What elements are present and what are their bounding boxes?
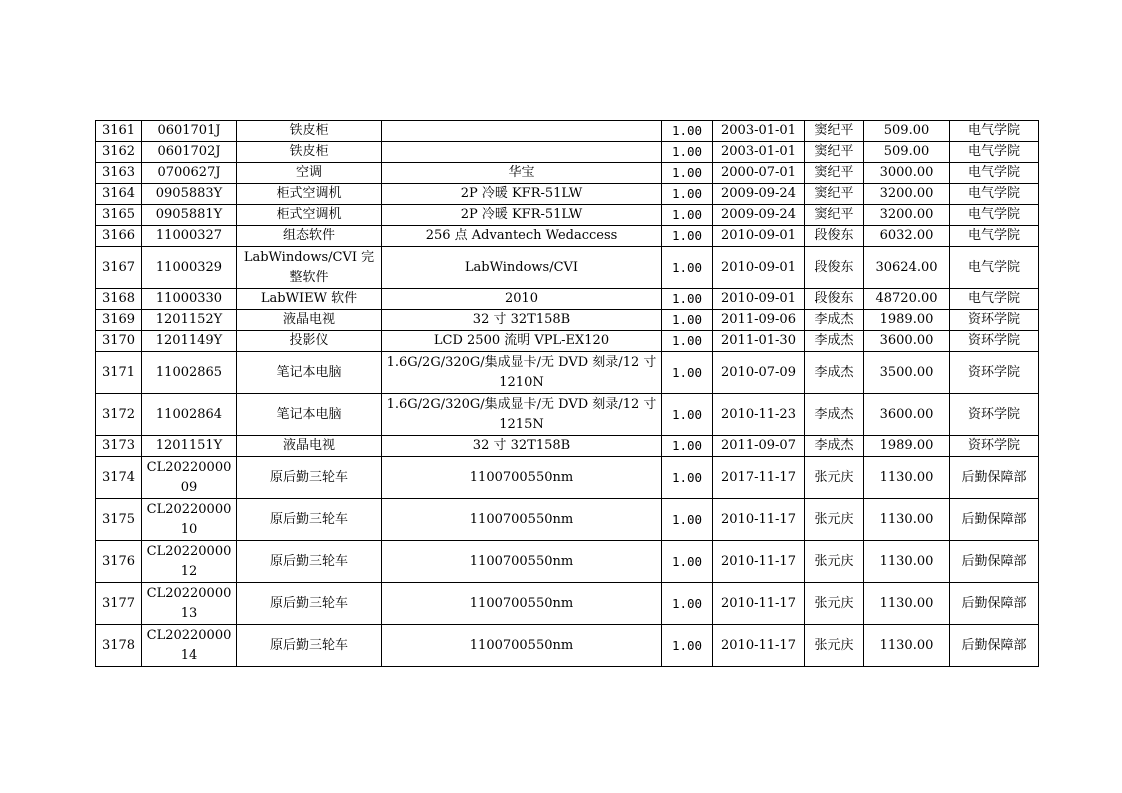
row-number: 3172 [96,394,142,436]
asset-code: CL2022000014 [142,625,237,667]
asset-name: 液晶电视 [237,310,382,331]
asset-spec [382,121,662,142]
department: 后勤保障部 [950,499,1039,541]
asset-spec: 1100700550nm [382,457,662,499]
quantity: 1.00 [662,226,713,247]
purchase-date: 2010-11-23 [713,394,805,436]
custodian: 张元庆 [805,625,864,667]
asset-code: 1201149Y [142,331,237,352]
quantity: 1.00 [662,541,713,583]
department: 资环学院 [950,331,1039,352]
department: 资环学院 [950,352,1039,394]
asset-name: 原后勤三轮车 [237,499,382,541]
asset-spec: 1100700550nm [382,625,662,667]
row-number: 3174 [96,457,142,499]
unit-price: 30624.00 [864,247,950,289]
asset-name: 原后勤三轮车 [237,625,382,667]
purchase-date: 2011-09-06 [713,310,805,331]
asset-code: CL2022000009 [142,457,237,499]
quantity: 1.00 [662,142,713,163]
quantity: 1.00 [662,583,713,625]
asset-code: 0905883Y [142,184,237,205]
asset-code: CL2022000013 [142,583,237,625]
purchase-date: 2009-09-24 [713,184,805,205]
unit-price: 1989.00 [864,310,950,331]
custodian: 张元庆 [805,499,864,541]
row-number: 3177 [96,583,142,625]
asset-name: 组态软件 [237,226,382,247]
table-row [96,499,1039,541]
asset-name: LabWIEW 软件 [237,289,382,310]
table-row [96,457,1039,499]
asset-name: 笔记本电脑 [237,352,382,394]
table-row [96,331,1039,352]
table-row [96,310,1039,331]
purchase-date: 2011-09-07 [713,436,805,457]
asset-spec: 32 寸 32T158B [382,436,662,457]
department: 资环学院 [950,310,1039,331]
row-number: 3163 [96,163,142,184]
table-row [96,436,1039,457]
asset-spec: 32 寸 32T158B [382,310,662,331]
asset-code: 0905881Y [142,205,237,226]
row-number: 3178 [96,625,142,667]
asset-code: CL2022000012 [142,541,237,583]
purchase-date: 2003-01-01 [713,121,805,142]
asset-spec: 1100700550nm [382,541,662,583]
row-number: 3162 [96,142,142,163]
custodian: 李成杰 [805,394,864,436]
asset-code: 1201152Y [142,310,237,331]
asset-name: 原后勤三轮车 [237,457,382,499]
quantity: 1.00 [662,352,713,394]
custodian: 李成杰 [805,436,864,457]
asset-code: 0601702J [142,142,237,163]
asset-spec: 2P 冷暖 KFR-51LW [382,184,662,205]
department: 电气学院 [950,121,1039,142]
custodian: 李成杰 [805,331,864,352]
row-number: 3161 [96,121,142,142]
unit-price: 1130.00 [864,541,950,583]
quantity: 1.00 [662,457,713,499]
purchase-date: 2010-09-01 [713,247,805,289]
purchase-date: 2000-07-01 [713,163,805,184]
quantity: 1.00 [662,394,713,436]
asset-code: 0601701J [142,121,237,142]
unit-price: 3200.00 [864,205,950,226]
asset-code: 11002865 [142,352,237,394]
department: 电气学院 [950,226,1039,247]
quantity: 1.00 [662,436,713,457]
table-row [96,394,1039,436]
row-number: 3171 [96,352,142,394]
unit-price: 1130.00 [864,457,950,499]
asset-table [95,120,1039,667]
quantity: 1.00 [662,331,713,352]
unit-price: 3600.00 [864,394,950,436]
purchase-date: 2009-09-24 [713,205,805,226]
department: 电气学院 [950,289,1039,310]
purchase-date: 2010-09-01 [713,226,805,247]
row-number: 3167 [96,247,142,289]
table-row [96,625,1039,667]
row-number: 3164 [96,184,142,205]
custodian: 窦纪平 [805,184,864,205]
unit-price: 48720.00 [864,289,950,310]
quantity: 1.00 [662,121,713,142]
table-row [96,121,1039,142]
department: 后勤保障部 [950,625,1039,667]
purchase-date: 2010-11-17 [713,625,805,667]
table-row [96,247,1039,289]
asset-name: 原后勤三轮车 [237,583,382,625]
purchase-date: 2017-11-17 [713,457,805,499]
custodian: 段俊东 [805,226,864,247]
asset-code: 1201151Y [142,436,237,457]
department: 电气学院 [950,163,1039,184]
asset-code: 11002864 [142,394,237,436]
custodian: 张元庆 [805,583,864,625]
asset-spec: 256 点 Advantech Wedaccess [382,226,662,247]
purchase-date: 2010-07-09 [713,352,805,394]
unit-price: 3500.00 [864,352,950,394]
asset-code: 11000329 [142,247,237,289]
row-number: 3175 [96,499,142,541]
row-number: 3168 [96,289,142,310]
quantity: 1.00 [662,247,713,289]
purchase-date: 2010-11-17 [713,541,805,583]
table-row [96,352,1039,394]
asset-code: 11000327 [142,226,237,247]
asset-code: CL2022000010 [142,499,237,541]
asset-spec: 2010 [382,289,662,310]
department: 电气学院 [950,142,1039,163]
asset-spec: 1100700550nm [382,583,662,625]
table-row [96,583,1039,625]
row-number: 3169 [96,310,142,331]
purchase-date: 2003-01-01 [713,142,805,163]
row-number: 3170 [96,331,142,352]
table-row [96,226,1039,247]
asset-name: 柜式空调机 [237,184,382,205]
custodian: 窦纪平 [805,205,864,226]
purchase-date: 2010-11-17 [713,583,805,625]
unit-price: 1130.00 [864,583,950,625]
department: 后勤保障部 [950,457,1039,499]
custodian: 窦纪平 [805,142,864,163]
row-number: 3165 [96,205,142,226]
custodian: 窦纪平 [805,163,864,184]
purchase-date: 2010-09-01 [713,289,805,310]
table-row [96,289,1039,310]
quantity: 1.00 [662,163,713,184]
asset-name: 铁皮柜 [237,142,382,163]
asset-name: 液晶电视 [237,436,382,457]
unit-price: 1130.00 [864,625,950,667]
department: 后勤保障部 [950,541,1039,583]
custodian: 段俊东 [805,289,864,310]
department: 资环学院 [950,394,1039,436]
quantity: 1.00 [662,625,713,667]
table-row [96,142,1039,163]
asset-code: 11000330 [142,289,237,310]
department: 电气学院 [950,205,1039,226]
asset-spec: 1100700550nm [382,499,662,541]
asset-name: 铁皮柜 [237,121,382,142]
asset-spec: 2P 冷暖 KFR-51LW [382,205,662,226]
quantity: 1.00 [662,499,713,541]
unit-price: 509.00 [864,121,950,142]
department: 后勤保障部 [950,583,1039,625]
unit-price: 3600.00 [864,331,950,352]
asset-name: 原后勤三轮车 [237,541,382,583]
asset-code: 0700627J [142,163,237,184]
unit-price: 3000.00 [864,163,950,184]
asset-spec [382,142,662,163]
custodian: 窦纪平 [805,121,864,142]
asset-spec: 1.6G/2G/320G/集成显卡/无 DVD 刻录/12 寸 1215N [382,394,662,436]
asset-spec: LCD 2500 流明 VPL-EX120 [382,331,662,352]
department: 资环学院 [950,436,1039,457]
asset-name: LabWindows/CVI 完整软件 [237,247,382,289]
unit-price: 1130.00 [864,499,950,541]
department: 电气学院 [950,184,1039,205]
row-number: 3173 [96,436,142,457]
unit-price: 6032.00 [864,226,950,247]
asset-spec: 华宝 [382,163,662,184]
unit-price: 509.00 [864,142,950,163]
quantity: 1.00 [662,184,713,205]
table-row [96,163,1039,184]
asset-spec: 1.6G/2G/320G/集成显卡/无 DVD 刻录/12 寸 1210N [382,352,662,394]
quantity: 1.00 [662,205,713,226]
asset-spec: LabWindows/CVI [382,247,662,289]
quantity: 1.00 [662,289,713,310]
asset-name: 笔记本电脑 [237,394,382,436]
unit-price: 1989.00 [864,436,950,457]
purchase-date: 2011-01-30 [713,331,805,352]
asset-name: 柜式空调机 [237,205,382,226]
quantity: 1.00 [662,310,713,331]
custodian: 李成杰 [805,352,864,394]
unit-price: 3200.00 [864,184,950,205]
table-row [96,541,1039,583]
table-row [96,205,1039,226]
custodian: 张元庆 [805,457,864,499]
custodian: 张元庆 [805,541,864,583]
asset-name: 空调 [237,163,382,184]
custodian: 段俊东 [805,247,864,289]
department: 电气学院 [950,247,1039,289]
custodian: 李成杰 [805,310,864,331]
table-row [96,184,1039,205]
row-number: 3166 [96,226,142,247]
row-number: 3176 [96,541,142,583]
purchase-date: 2010-11-17 [713,499,805,541]
asset-name: 投影仪 [237,331,382,352]
